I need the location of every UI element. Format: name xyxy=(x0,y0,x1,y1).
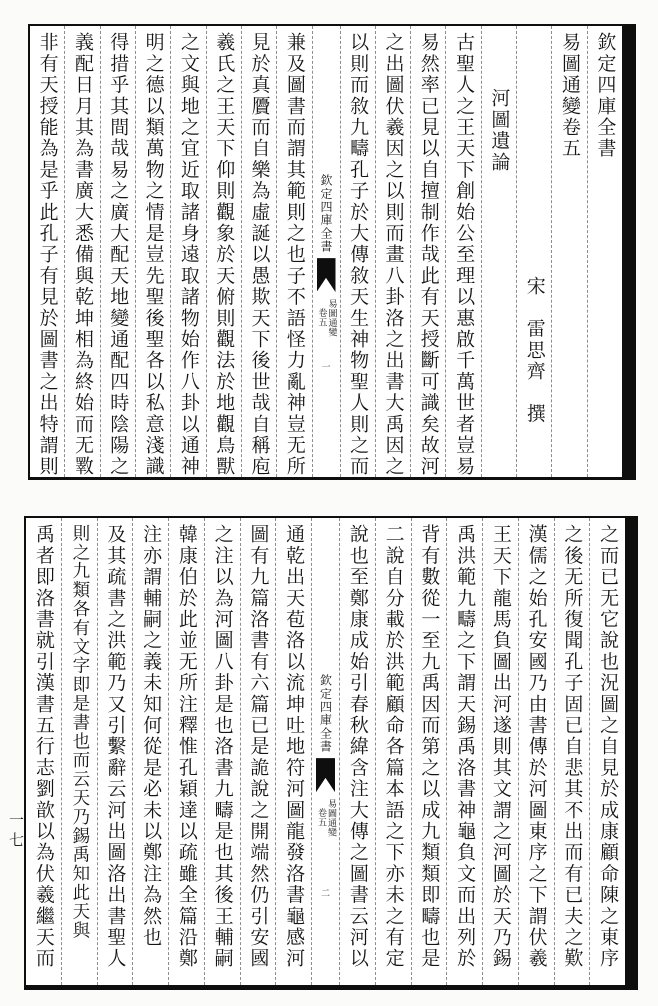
fishtail-icon xyxy=(317,258,336,292)
fold-series-title: 欽定四庫全書 xyxy=(319,173,333,254)
text-column: 通乾出天苞洛以流坤吐地符河圖龍發洛書龜感河 xyxy=(275,518,311,985)
lower-half-leaf xyxy=(24,516,638,990)
margin-folio-number: 一七 xyxy=(7,812,25,852)
fishtail-icon xyxy=(316,758,335,792)
text-column: 之注以為河圖八卦是也洛書九疇是也其後王輔嗣 xyxy=(204,518,240,985)
upper-half-leaf xyxy=(28,24,636,480)
fold-book-volume xyxy=(316,799,335,837)
text-column: 明之德以類萬物之情是豈先聖後聖各以私意淺識 xyxy=(135,26,170,477)
fold-series-title: 欽定四庫全書 xyxy=(318,673,333,754)
text-column: 王天下龍馬負圖出河遂則其文謂之河圖於天乃錫 xyxy=(482,518,518,985)
text-column: 圖有九篇洛書有六篇已是詭說之開端然仍引安國 xyxy=(240,518,276,985)
banxin-fold-column xyxy=(312,26,340,477)
text-column: 背有數從一至九禹因而第之以成九類類即疇也是 xyxy=(411,518,447,985)
fold-volume-label: 卷五 xyxy=(316,808,326,828)
text-column: 韓康伯於此並无所注釋惟孔穎達以疏雖全篇沿鄭 xyxy=(168,518,204,985)
text-column: 古聖人之王天下創始公至理以惠啟千萬世者豈易 xyxy=(445,26,480,477)
text-column: 得措乎其間哉易之廣大配天地變通配四時陰陽之 xyxy=(100,26,135,477)
section-title: 河圖遺論 xyxy=(488,88,511,173)
series-title-column xyxy=(587,26,622,477)
fold-book-title: 易圖通變 xyxy=(326,799,336,838)
text-column: 羲氏之王天下仰則觀象於天俯則觀法於地觀鳥獸 xyxy=(206,26,241,477)
folio-number: 一 xyxy=(321,363,331,373)
text-column: 之而已无它說也況圖之自見於成康顧命陳之東序 xyxy=(589,518,625,985)
banxin-fold-column xyxy=(311,518,339,985)
series-title: 欽定四庫全書 xyxy=(594,32,617,160)
fold-book-volume xyxy=(317,299,336,337)
text-column: 見於真贗而自樂為虛誕以愚欺天下後世哉自稱庖 xyxy=(241,26,276,477)
text-column: 注亦謂輔嗣之義未知何從是必未以鄭注為然也 xyxy=(132,518,168,985)
text-column: 及其疏書之洪範乃又引繫辭云河出圖洛出書聖人 xyxy=(97,518,133,985)
fold-volume-label: 卷五 xyxy=(316,308,327,328)
text-column: 兼及圖書而謂其範則之也子不語怪力亂神豈无所 xyxy=(276,26,311,477)
text-column: 易然率已見以自擅制作哉此有天授斷可識矣故河 xyxy=(410,26,445,477)
section-title-column xyxy=(481,26,516,477)
text-column: 之出圖伏羲因之以則而畫八卦洛之出書大禹因之 xyxy=(375,26,410,477)
text-column: 義配日月其為書廣大悉備與乾坤相為終始而无斁 xyxy=(64,26,99,477)
text-column: 禹者即洛書就引漢書五行志劉歆以為伏羲繼天而 xyxy=(32,524,55,970)
folio-number: 二 xyxy=(320,889,330,899)
text-column: 說也至鄭康成始引春秋緯含注大傳之圖書云河以 xyxy=(339,518,375,985)
author-line: 宋 雷思齊 撰 xyxy=(523,276,546,425)
text-column: 則之九類各有文字即是書也而云天乃錫禹知此天與 xyxy=(61,518,97,985)
text-column: 之後无所復聞孔子固已自悲其不出而有已夫之歎 xyxy=(554,518,590,985)
volume-title-column xyxy=(551,26,586,477)
text-column: 非有天授能為是乎此孔子有見於圖書之出特謂則 xyxy=(36,32,59,477)
fold-book-title: 易圖通變 xyxy=(326,299,337,338)
text-column: 二說自分載於洪範顧命各篇本語之下亦未之有定 xyxy=(375,518,411,985)
text-column: 漢儒之始孔安國乃由書傳於河圖東序之下謂伏羲 xyxy=(518,518,554,985)
author-column xyxy=(516,26,551,477)
text-column: 之文與地之宜近取諸身遠取諸物始作八卦以通神 xyxy=(170,26,205,477)
text-column: 禹洪範九疇之下謂天錫禹洛書神龜負文而出列於 xyxy=(446,518,482,985)
text-column: 以則而敘九疇孔子於大傳敘天生神物聖人則之而 xyxy=(340,26,375,477)
volume-title: 易圖通變卷五 xyxy=(559,32,582,160)
